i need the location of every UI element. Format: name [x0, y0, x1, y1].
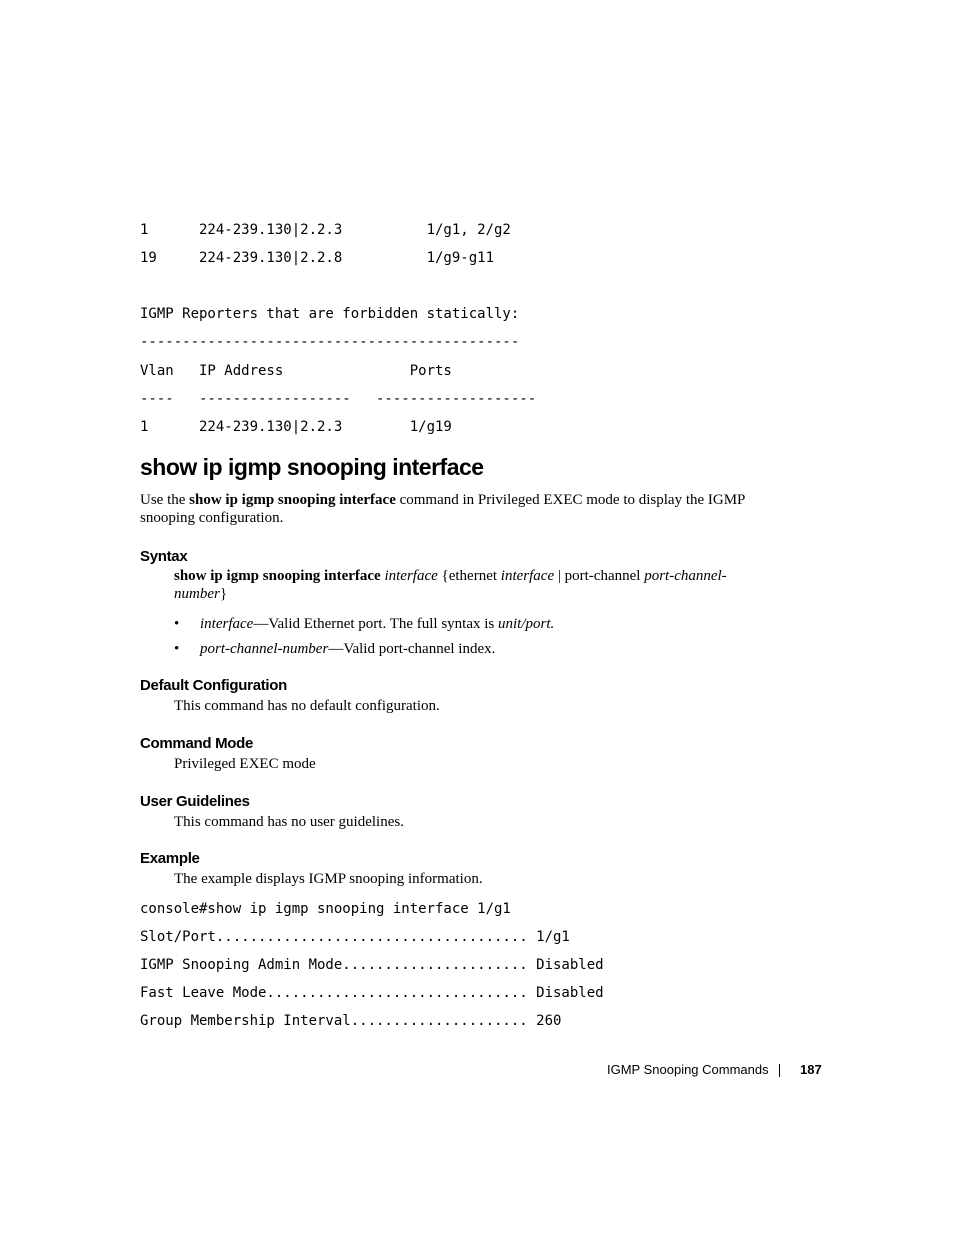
syntax-command: show ip igmp snooping interface: [174, 568, 381, 584]
footer-section-title: IGMP Snooping Commands: [607, 1062, 769, 1077]
code-line: 1 224-239.130|2.2.3 1/g1, 2/g2: [140, 222, 511, 238]
list-item: [174, 640, 495, 658]
example-text: The example displays IGMP snooping information.: [174, 871, 483, 887]
code-line: ---------------------------------------------: [140, 334, 520, 350]
syntax-arg-interface: interface: [384, 568, 438, 584]
example-code-line: IGMP Snooping Admin Mode...................... Disabled: [140, 957, 604, 973]
param-desc: —Valid port-channel index.: [328, 641, 496, 657]
command-mode-heading: Command Mode: [140, 735, 254, 752]
param-syntax-term: unit/port.: [498, 616, 555, 632]
syntax-brace-close: }: [219, 586, 228, 602]
intro-command: show ip igmp snooping interface: [189, 492, 396, 508]
default-config-heading: Default Configuration: [140, 677, 288, 694]
code-line: Vlan IP Address Ports: [140, 363, 452, 379]
intro-pre: Use the: [140, 492, 190, 508]
param-term: port-channel-number: [200, 641, 329, 657]
param-desc: —Valid Ethernet port. The full syntax is: [253, 616, 499, 632]
page-title: show ip igmp snooping interface: [140, 454, 484, 480]
bullet-glyph: •: [174, 641, 180, 657]
intro-post: command in Privileged EXEC mode to display the IGMP snooping configuration.: [140, 492, 745, 526]
code-line: 19 224-239.130|2.2.8 1/g9-g11: [140, 250, 495, 266]
code-line: IGMP Reporters that are forbidden statically:: [140, 306, 520, 322]
default-config-text: This command has no default configuration.: [174, 698, 440, 714]
syntax-heading: Syntax: [140, 548, 188, 565]
example-heading: Example: [140, 850, 200, 867]
example-code-line: Slot/Port..................................... 1/g1: [140, 929, 570, 945]
syntax-ethernet: {ethernet: [437, 568, 501, 584]
syntax-port-channel: | port-channel: [554, 568, 645, 584]
example-code-line: console#show ip igmp snooping interface 1/g1: [140, 901, 511, 917]
page-number: 187: [800, 1062, 822, 1077]
command-mode-text: Privileged EXEC mode: [174, 756, 316, 772]
intro-paragraph: [140, 491, 760, 527]
syntax-arg-port-channel-number: port-channel-number: [174, 568, 727, 602]
example-code-line: Group Membership Interval..................... 260: [140, 1013, 562, 1029]
example-code-line: Fast Leave Mode............................... Disabled: [140, 985, 604, 1001]
param-term: interface: [200, 616, 254, 632]
code-line: ---- ------------------ -------------------: [140, 391, 537, 407]
user-guidelines-heading: User Guidelines: [140, 793, 250, 810]
code-line: 1 224-239.130|2.2.3 1/g19: [140, 419, 452, 435]
syntax-arg-interface-2: interface: [500, 568, 555, 584]
footer-divider: [779, 1064, 780, 1077]
syntax-line: [174, 567, 754, 603]
user-guidelines-text: This command has no user guidelines.: [174, 814, 404, 830]
bullet-glyph: •: [174, 616, 180, 632]
list-item: [174, 615, 554, 633]
